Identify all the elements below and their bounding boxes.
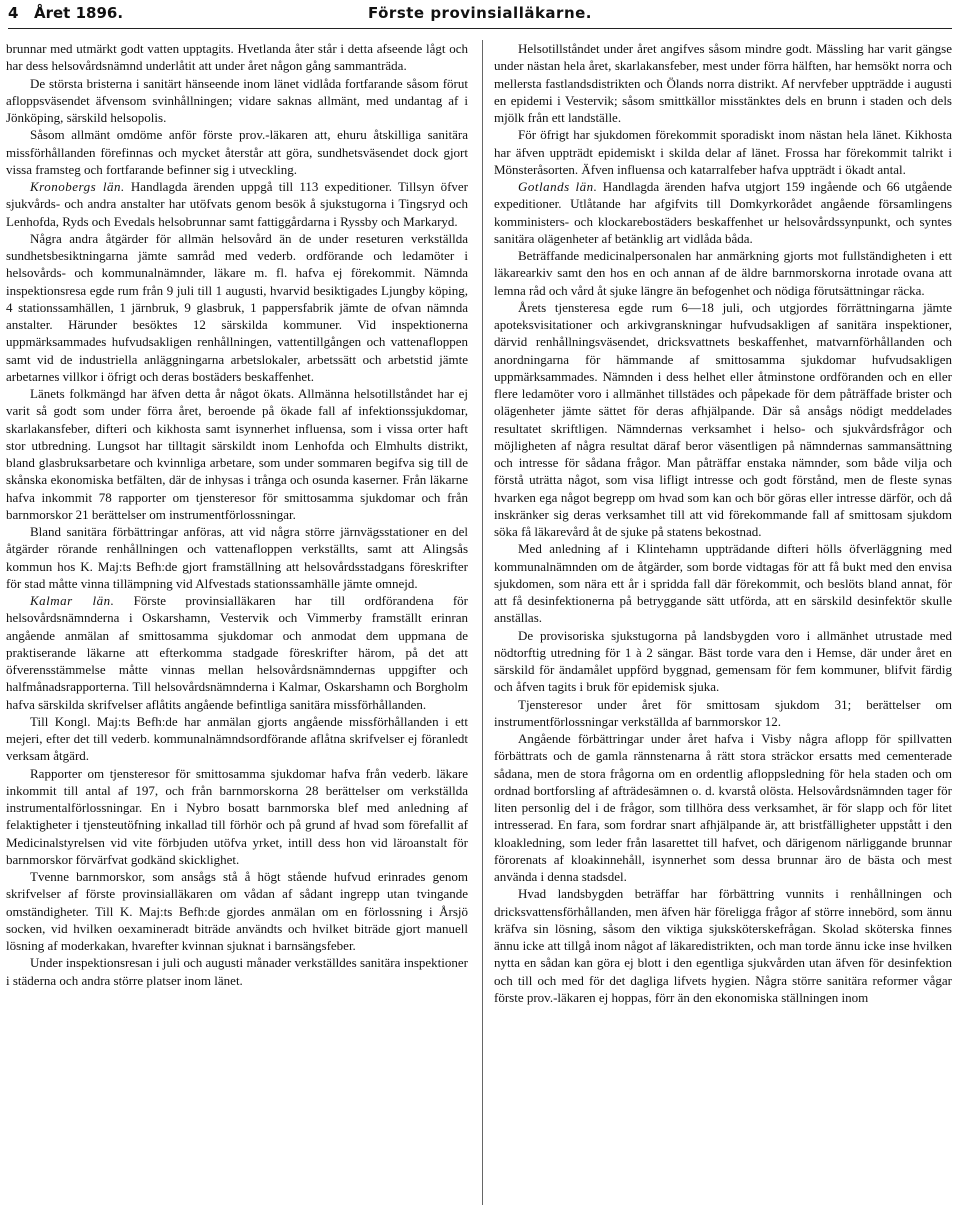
right-column bbox=[494, 40, 952, 1205]
column-divider bbox=[482, 40, 483, 1205]
paragraph bbox=[494, 885, 952, 1006]
paragraph-text: brunnar med utmärkt godt vatten upptagits. Hvetlanda åter står i detta afseende lågt och har dess helsovårdsnämnd underlåtit att under året någon gång sammanträda. bbox=[6, 41, 468, 74]
paragraph bbox=[6, 385, 468, 523]
paragraph bbox=[494, 247, 952, 299]
paragraph bbox=[6, 592, 468, 713]
paragraph-text: De provisoriska sjukstugorna på landsbygden voro i allmänhet utrustade med nödtorftig utredning för 1 à 2 sängar. Bäst torde vara den i Hemse, där under året en särskild för ändamålet uppförd byggnad, gemensam för fem kommuner, blifvit färdig och åfven tagits i bruk för epidemisk sjuka. bbox=[494, 627, 952, 695]
page-header bbox=[8, 4, 952, 26]
paragraph bbox=[494, 299, 952, 541]
paragraph bbox=[494, 730, 952, 885]
paragraph bbox=[6, 126, 468, 178]
header-rule bbox=[8, 28, 952, 29]
county-heading: Kronobergs län. bbox=[30, 179, 125, 194]
paragraph-text: För öfrigt har sjukdomen förekommit sporadiskt inom nästan hela länet. Kikhosta har äfven uppträdt epidemiskt i skilda delar af länet. Frossa har förekommit talrikt i Mönsteråsorten. Äfven influensa och katarralfeber hafva uppträdt i ökadt antal. bbox=[494, 127, 952, 177]
left-column bbox=[6, 40, 468, 1205]
paragraph-text: Rapporter om tjensteresor för smittosamma sjukdomar hafva från vederb. läkare inkommit till antal af 197, och från barnmorskorna 28 berättelser om verkställda instrumentalförlossningar. En i Nybro bosatt barnmorska blef med anledning af felaktigheter i tjensteutöfning inkallad till förhör och på grund af hvad som förefallit af Medicinalstyrelsen vid vite förbjuden utöfva yrket, intill dess hon vid läroanstalt för barnmorskor förvärfvat godkänd skicklighet. bbox=[6, 765, 468, 867]
paragraph bbox=[6, 765, 468, 869]
paragraph-text: Under inspektionsresan i juli och augusti månader verkställdes sanitära inspektioner i städerna och andra större platser inom länet. bbox=[6, 955, 468, 988]
paragraph bbox=[6, 713, 468, 765]
header-year: Året 1896. bbox=[34, 4, 124, 22]
paragraph-text: Angående förbättringar under året hafva i Visby några aflopp för spillvatten förbättrats och de gamla rännstenarna å rätt stora sträckor ersatts med cementerade sådana, men de stora frågorna om en ordentlig afloppsledning för hela staden och om ordnad bortforsling af afträdesämnen o. d. kvarstå olösta. Helsovårdsnämnden tager för liten personlig del i de frågor, som tillhöra dess verksamhet, är för slapp och för litet intresserad. En fara, som fordrar snart afhjälpande är, att bristfälligheter uppstått i den kloakledning, som leder från lasarettet till hafvet, och därigenom närliggande brunnar förorenats af kloakinnehåll, isynnerhet som dessa brunnar äro de bästa och mest använda i denna stadsdel. bbox=[494, 731, 952, 884]
county-heading: Gotlands län. bbox=[518, 179, 598, 194]
paragraph-text: Helsotillståndet under året angifves såsom mindre godt. Mässling har varit gängse under nästan hela året, skarlakansfeber, mest under förra hälften, har hemsökt norra och mellersta fastlandsdistrikten och Ölands norra distrikt. Af nervfeber uppträdde i augusti en epidemi i Vestervik; såsom smittkällor misstänktes dels en brunn i staden och dels mjölk från ett landställe. bbox=[494, 41, 952, 125]
paragraph bbox=[6, 230, 468, 385]
paragraph-text: Hvad landsbygden beträffar har förbättring vunnits i renhållningen och dricksvattensförhållanden, men äfven här föreligga frågor af större innebörd, som ännu kräfva sin lösning, såsom den viktiga sjuksköterskefrågan. Skolad sköterska finnes ännu icke att tillgå inom något af läkaredistrikten, och man torde ännu icke inse hvilken nytta en sådan kan göra ej blott i den egentliga sjukvården utan äfven för desinfektion och till och med för det dagliga lifvets hygien. Några större sanitära reformer vågar förste prov.-läkaren ej hoppas, förr än den ekonomiska ställningen inom bbox=[494, 886, 952, 1005]
paragraph-text: Förste provinsialläkaren har till ordförandena för helsovårdsnämnderna i Oskarshamn, Vestervik och Vimmerby framställt erinran angående anmälan af smittosamma sjukdomar och anmodat dem uppmana de praktiserande läkarne att efterkomma stadgade föreskrifter härom, på det att öfverensstämmelse måtte vinnas mellan helsovårdsnämndernas uppgifter och halfmånadsrapporterna. Till helsovårdsnämnderna i Kalmar, Oskarshamn och Borgholm hafva särskilda skrifvelser aflåtits angående befintliga sanitära missförhållanden. bbox=[6, 593, 468, 712]
paragraph-text: Årets tjensteresa egde rum 6—18 juli, och utgjordes förrättningarna jämte apoteksvisitationer och arkivgranskningar hufvudsakligen af sanitära inspektioner, därvid renhållningsväsendet, dricksvattnets beskaffenhet, matvarnförhållanden och anordningarna för hämmande af smittosamma sjukdomar hufvudsakligen uppmärksammades. Nämnden i dess helhet eller åtminstone ordföranden och en eller flere ledamöter voro i allmänhet tillstädes och påpekade för dem påträffade brister och olägenheter jämte sättet för deras afhjälpande. Där så ansågs nödigt meddelades resultatet skriftligen. Nämndernas verksamhet i helso- och sjukvårdsfrågor och möjligheten af några resultat däraf beror väsentligen på nämndernas sammansättning och intresse för sådana frågor. Man påträffar enstaka nämnder, som både vilja och förstå uträtta något, som visa lifligt intresse och godt förstånd, men de fleste synas hvarken ega något begrepp om hvad som kan och bör göras eller intresse därför, och då inskränker sig deras verksamhet till att vid förekommande fall af smittosam sjukdom söka få läkarevård åt de sjuke på statens bekostnad. bbox=[494, 299, 952, 539]
paragraph bbox=[6, 178, 468, 230]
paragraph-text: Tjensteresor under året för smittosam sjukdom 31; berättelser om instrumentförlossningar verkställda af barnmorskor 12. bbox=[494, 696, 952, 729]
paragraph bbox=[6, 954, 468, 989]
paragraph-text: De största bristerna i sanitärt hänseende inom länet vidlåda fortfarande såsom förut afloppsväsendet äfvensom svinhållningen; vidare saknas allmänt, med undantag af i Jönköping, särskild helsopolis. bbox=[6, 75, 468, 125]
paragraph bbox=[6, 40, 468, 75]
paragraph bbox=[6, 868, 468, 954]
county-heading: Kalmar län. bbox=[30, 593, 115, 608]
paragraph bbox=[494, 540, 952, 626]
paragraph bbox=[6, 523, 468, 592]
paragraph-text: Tvenne barnmorskor, som ansågs stå å högt stående hufvud erinrades genom skrifvelser af förste provinsialläkaren om vådan af sådant ingrepp utan tvingande omständigheter. Till K. Maj:ts Befh:de gjordes anmälan om en förlossning i Årsjö socken, vid hvilken oexamineradt biträde användts och hvilket biträde gjort manuell lösning af moderkakan, hvarefter kvinnan sjuknat i barnsängsfeber. bbox=[6, 869, 468, 953]
paragraph-text: Bland sanitära förbättringar anföras, att vid några större järnvägsstationer en del åtgärder rörande renhållningen och vattenafloppen verkställts, samt att Alingsås kommun hos K. Maj:ts Befh:de gjort framställning att helsovårdsstadgans föreskrifter för stad måtte vinna tillämpning vid Alfvestads stationssamhälle jämte omnejd. bbox=[6, 524, 468, 591]
page-number: 4 bbox=[8, 4, 19, 22]
paragraph-text: Såsom allmänt omdöme anför förste prov.-läkaren att, ehuru åtskilliga sanitära missförhållanden förefinnas och mycket återstår att göra, sundhetsväsendet dock gjort vissa framsteg och fortfarande befinner sig i utveckling. bbox=[6, 127, 468, 177]
paragraph bbox=[494, 126, 952, 178]
paragraph-text: Handlagda ärenden uppgå till 113 expeditioner. Tillsyn öfver sjukvårds- och andra anstalter har utöfvats genom besök å sjukstugorna i Tingsryd och Lenhofda, Ryds och Evedals helsobrunnar samt fattiggårdarna i Ryssby och Markaryd. bbox=[6, 179, 468, 229]
paragraph-text: Med anledning af i Klintehamn uppträdande difteri hölls öfverläggning med kommunalnämnden om de åtgärder, som borde vidtagas för att få bukt med den envisa sjukdomen, som nära ett år i spridda fall där förekommit, och beslöts bland annat, för att få desinfektionerna på betryggande sätt utförda, att en särskild desinfektör skulle anställas. bbox=[494, 541, 952, 626]
paragraph bbox=[494, 40, 952, 126]
paragraph bbox=[494, 178, 952, 247]
paragraph-text: Länets folkmängd har äfven detta år något ökats. Allmänna helsotillståndet har ej varit så godt som under förra året, beroende på ökade fall af infektionssjukdomar, skarlakansfeber, difteri och kikhosta samt isynnerhet influensa, som i vissa orter haft stor utbredning. Lungsot har tilltagit särskildt inom Lenhofda och Elmhults distrikt, bland glasbruksarbetare och kvinnliga arbetare, som under sommaren begifva sig till de skånska ekonomiska betfälten, där de inhysas i trånga och osunda kaserner. Från läkarne hafva inkommit 78 rapporter om tjensteresor för smittosamma sjukdomar och från barnmorskor 21 berättelser om instrumentförlossningar. bbox=[6, 386, 468, 522]
paragraph bbox=[494, 696, 952, 731]
paragraph-text: Beträffande medicinalpersonalen har anmärkning gjorts mot fullständigheten i ett läkarearkiv samt den hos en och annan af de äldre barnmorskorna inrotade ovana att lemna råd och vård åt sjuke längre än befogenhet och nödiga förutsättningar räcka. bbox=[494, 248, 952, 298]
paragraph-text: Till Kongl. Maj:ts Befh:de har anmälan gjorts angående missförhållanden i ett mejeri, efter det till vederb. kommunalnämndsordförande aflåtna skrifvelser ej föranledt verksam åtgärd. bbox=[6, 713, 468, 764]
paragraph bbox=[494, 627, 952, 696]
header-title: Förste provinsialläkarne. bbox=[367, 4, 593, 22]
paragraph bbox=[6, 75, 468, 127]
paragraph-text: Handlagda ärenden hafva utgjort 159 ingående och 66 utgående expeditioner. Utlåtande har afgifvits till Domkyrkorådet angående församlingens komministers- och klockarebostäders beskaffenhet ur helsovårdssynpunkt, och syntes sanitära olägenheter af betänklig art vidlåda båda. bbox=[494, 179, 952, 246]
paragraph-text: Några andra åtgärder för allmän helsovård än de under reseturen verkställda sundhetsbesiktningarna jämte samråd med vederb. ordförande och ledamöter i helsovårds- och kommunalnämnder, läkare m. fl. hafva ej förekommit. Nämnda inspektionsresa egde rum från 9 juli till 1 augusti, hvarvid besiktigades Ljungby köping, 4 stationssamhällen, 1 järnbruk, 9 glasbruk, 1 pappersfabrik jämte de ofvan nämnda anstalter. Härunder besöktes 12 särskilda kommuner. Vid inspektionerna uppmärksammades hufvudsakligen renhållningen, vattentillgången och vattenafloppen samt vid de industriella anläggningarna arbetslokaler, arbetssätt och arbetstid jämte arbetarnes villkor i öfrigt och deras bostäders beskaffenhet. bbox=[6, 230, 468, 384]
